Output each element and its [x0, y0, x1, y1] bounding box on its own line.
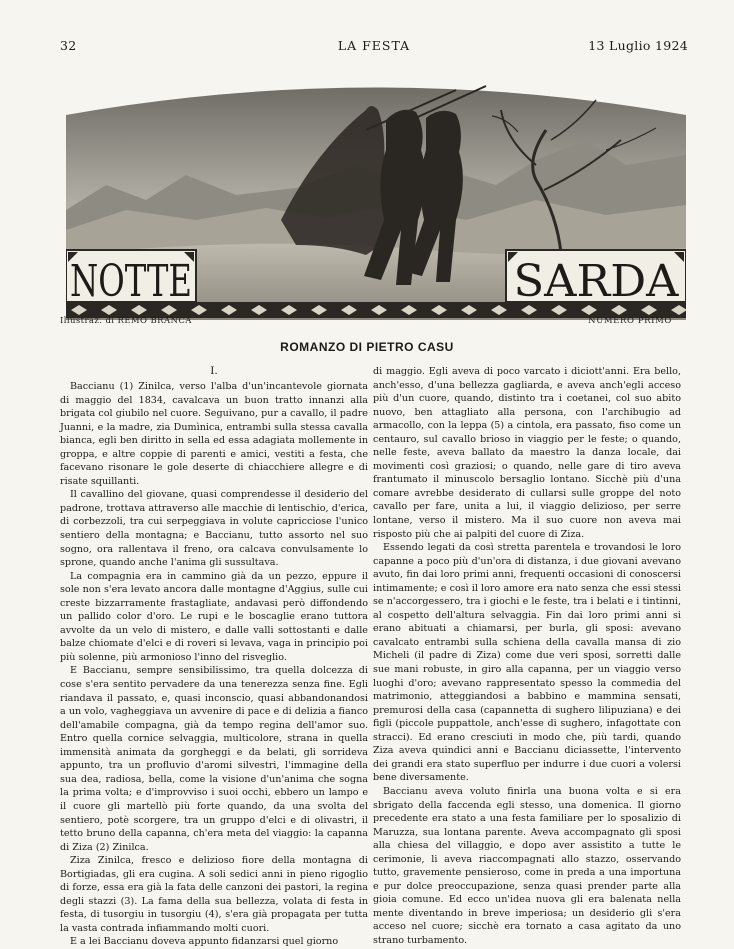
part-label: NUMERO PRIMO — [588, 316, 672, 326]
left-column — [60, 365, 368, 949]
paragraph: Essendo legati da così stretta parentela e trovandosi le loro capanne a poco più d'un'ora di distanza, i due giovani avevano avuto, fin dai loro primi anni, frequenti occasioni di conoscersi intimamente; e così il loro amore era nato senza che essi stessi se n'accorgessero, tra i giochi e le feste, tra i belati e i tintinni, al cospetto dell'altura selvaggia. Fin dai loro primi anni si erano abituati a chiamarsi, per burla, gli sposi: avevano cavalcato entrambi sulla schiena della cavalla mansa di zio Micheli (il padre di Ziza) come due veri sposi, sorretti dalle sue mani robuste, in giro alla capanna, per un viaggio verso luoghi d'oro; avevano rappresentato spesso la commedia del matrimonio, atteggiandosi a babbino e mammina sensati, premurosi della casa (capannetta di sughero lilipuziana) e dei figli (piccole puppattole, anch'esse di sughero, infagottate con stracci). Ed erano cresciuti in modo che, più tardi, quando Ziza aveva quindici anni e Baccianu diciassette, l'intervento dei grandi era stato superfluo per indurre i due cuori a volersi bene diversamente. — [373, 542, 681, 784]
illustration-credit: Illustraz. di REMO BRANCA — [60, 316, 192, 326]
paragraph: La compagnia era in cammino già da un pezzo, eppure il sole non s'era levato ancora dalle montagne d'Aggius, sulle cui creste bizzarramente frastagliate, andavasi però diffondendo un pallido color d'oro. Le rupi e le boscaglie erano tuttora avvolte da un velo di mistero, e dalle valli sottostanti e dalle balze chiomate d'elci e di roveri si levava, vaga in principio poi più solenne, più armonioso l'inno del risveglio. — [60, 570, 368, 663]
illustration-title-left: NOTTE — [70, 256, 192, 307]
right-column — [373, 365, 681, 948]
paragraph: E a lei Baccianu doveva appunto fidanzarsi quel giorno — [70, 936, 339, 948]
paragraph: Il cavallino del giovane, quasi comprendesse il desiderio del padrone, trottava attraverso alle macchie di lentischio, d'erica, di corbezzoli, tra cui serpeggiava in volute capricciose l'unico sentiero della montagna; e Baccianu, tutto assorto nel suo sogno, ora rallentava il freno, ora calcava convulsamente lo sprone, quando anche l'anima gli sussultava. — [60, 489, 368, 569]
paragraph: Baccianu aveva voluto finirla una buona volta e si era sbrigato della faccenda egli stesso, una domenica. Il giorno precedente era stato a una festa familiare per lo sposalizio di Maruzza, sua lontana parente. Aveva accompagnato gli sposi alla chiesa del villaggio, e dopo aver assistito a tutte le cerimonie, li aveva riaccompagnati allo stazzo, osservando tutto, gravemente pensieroso, come in preda a una importuna e pur dolce preoccupazione, senza quasi prender parte alla gioia comune. Ed ecco un'idea nuova gli era balenata nella mente diventando in breve imperiosa; un desiderio gli s'era acceso nel cuore; sicchè era tornato a casa agitato da uno strano turbamento. — [373, 785, 681, 946]
chapter-heading: I. — [210, 365, 218, 377]
novel-subtitle: ROMANZO DI PIETRO CASU — [280, 340, 454, 354]
illustration-title-right: SARDA — [513, 256, 680, 307]
paragraph: E Baccianu, sempre sensibilissimo, tra quella dolcezza di cose s'era sentito pervadere da una tenerezza senza fine. Egli riandava il passato, e, quasi inconscio, quasi abbandonandosi a un volo, vagheggiava un avvenire di pace e di delizia a fianco dell'amabile compagna, già da tempo regina dell'amor suo. Entro quella cornice selvaggia, multicolore, strana in quella immensità animata da gorgheggi e da belati, gli sorrideva appunto, tra un profluvio d'aromi silvestri, l'immagine della sua dea, radiosa, bella, come la visione d'un'anima che sogna la prima volta; e d'improvviso i suoi occhi, ebbero un lampo e il cuore gli martellò più forte quando, da una svolta del sentiero, potè scorgere, tra un gruppo d'elci e di olivastri, il tetto bruno della capanna, ch'era meta del viaggio: la capanna di Ziza (2) Zinilca. — [60, 665, 368, 853]
issue-date: 13 Luglio 1924 — [588, 38, 688, 53]
paragraph: Baccianu (1) Zinilca, verso l'alba d'un'incantevole giornata di maggio del 1834, cavalcava un buon tratto innanzi alla brigata col giubilo nel cuore. Seguivano, pur a cavallo, il padre Juanni, e la madre, zia Dumìnica, entrambi sulla stessa cavalla bianca, egli ben diritto in sella ed essa adagiata mollemente in groppa, e altre coppie di parenti e amici, vestiti a festa, che facevano risonare le gole deserte di chiacchiere allegre e di risate squillanti. — [60, 381, 368, 487]
page-number: 32 — [60, 38, 77, 53]
paragraph: Ziza Zinilca, fresco e delizioso fiore della montagna di Bortigiadas, gli era cugina. A soli sedici anni in pieno rigoglio di forze, essa era già la fata delle canzoni dei pastori, la regina degli stazzi (3). La fama della sua bellezza, volata di festa in festa, di tusorgiu in tusorgiu (4), s'era già propagata per tutta la vasta contrada infiammando molti cuori. — [60, 855, 368, 934]
header-illustration — [66, 70, 686, 320]
magazine-title: LA FESTA — [337, 38, 411, 53]
paragraph: di maggio. Egli aveva di poco varcato i diciott'anni. Era bello, anch'esso, d'una bellezza gagliarda, e aveva anch'egli acceso più d'un cuore, quando, distinto tra i coetanei, col suo abito nuovo, ben attagliato alla persona, con l'archibugio ad armacollo, con la leppa (5) a cintola, era passato, fiso come un centauro, sul cavallo brioso in viaggio per le feste; o quando, nelle feste, aveva ballato da maestro la danza locale, dai movimenti così graziosi; o quando, nelle gare di tiro aveva frantumato il minuscolo bersaglio lontano. Sicchè più d'una comare avrebbe desiderato di cullarsi sulle groppe del noto cavallo per fare, unita a lui, il viaggio delizioso, per serre lontane, verso il mistero. Ma il suo cuore non aveva mai risposto più che ai palpiti del cuore di Ziza. — [373, 366, 681, 540]
page-header — [60, 38, 688, 56]
